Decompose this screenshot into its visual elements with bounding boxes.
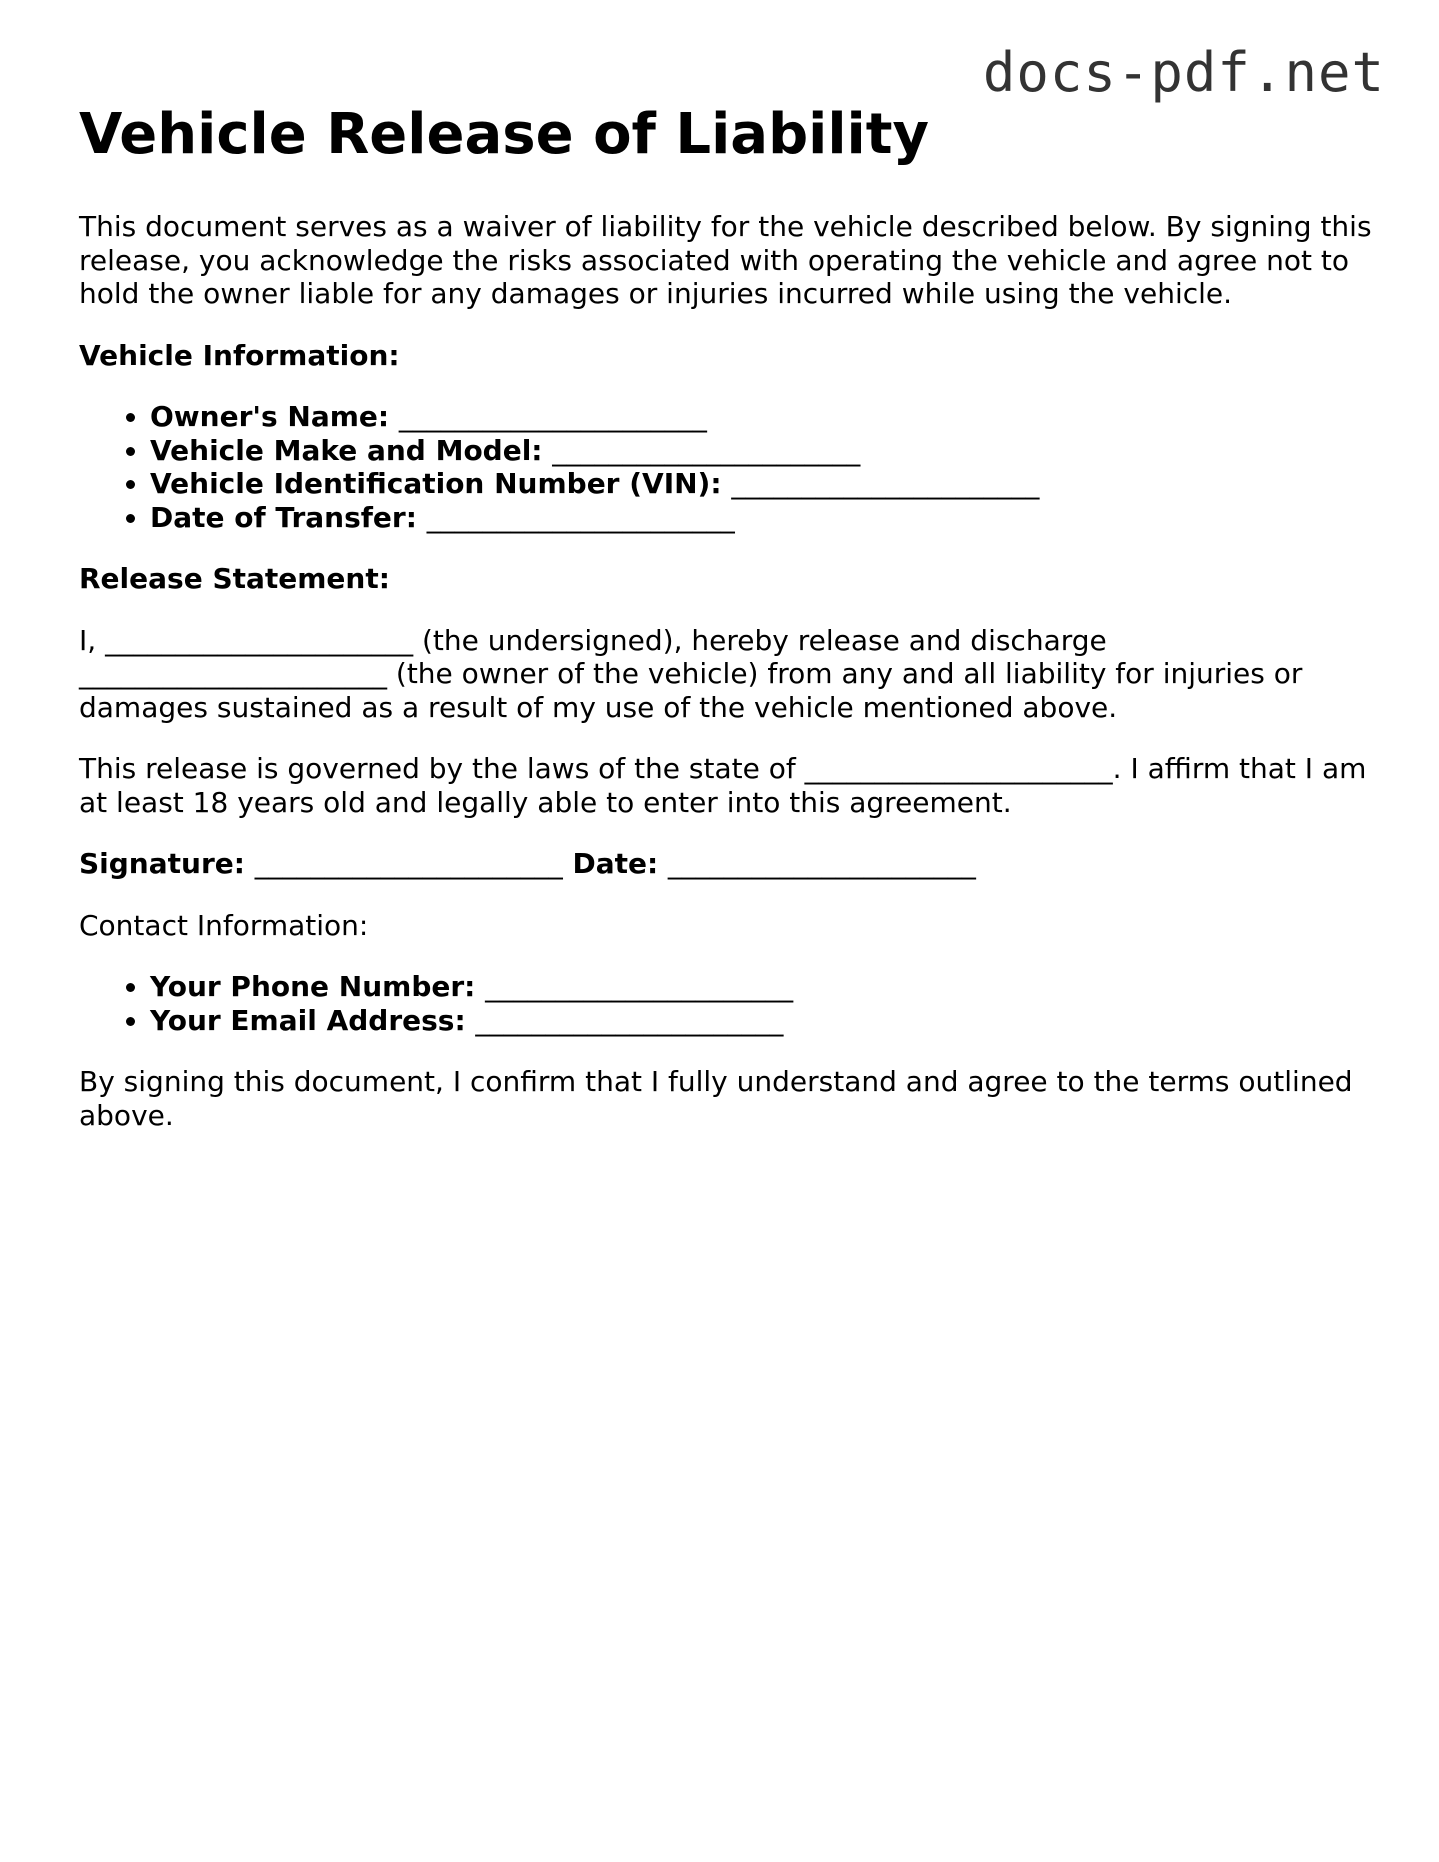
signature-field[interactable]: ______________________ [254,847,563,880]
owner-name-item [150,400,1379,434]
make-model-item [150,434,1379,468]
document-title: Vehicle Release of Liability [79,102,930,167]
release-prefix: I, [79,623,97,657]
release-suffix: (the owner of the vehicle) from any and all liability for injuries or damages sustained as a result of my use of the vehicle mentioned above. [79,657,1303,724]
phone-number-item [150,970,1379,1004]
document-page [79,100,1379,1160]
date-of-transfer-field[interactable]: ______________________ [426,500,735,534]
phone-number-label: Your Phone Number: [150,970,476,1003]
make-model-label: Vehicle Make and Model: [150,433,543,467]
vin-item [150,467,1379,501]
owner-name-label: Owner's Name: [150,400,390,433]
owner-name-field[interactable]: ______________________ [398,400,707,433]
governing-law-suffix: . I affirm that I am at least 18 years old and legally able to enter into this agreement. [79,752,1367,819]
release-statement-paragraph [79,624,1379,725]
email-address-item [150,1004,1379,1038]
email-address-label: Your Email Address: [150,1003,466,1037]
vehicle-information-list [79,400,1379,534]
vin-field[interactable]: ______________________ [731,467,1040,500]
date-of-transfer-label: Date of Transfer: [150,500,417,534]
date-of-transfer-item [150,501,1379,535]
governing-law-paragraph [79,752,1379,819]
vehicle-information-heading: Vehicle Information: [79,338,400,372]
watermark-text: docs-pdf.net [982,41,1385,104]
contact-information-heading: Contact Information: [79,908,369,942]
release-statement-heading: Release Statement: [79,562,390,595]
vin-label: Vehicle Identification Number (VIN): [150,467,722,500]
intro-paragraph: This document serves as a waiver of liability for the vehicle described below. By signing this release, you acknowledge the risks associated with operating the vehicle and agree not to hold the owner liable for any damages or injuries incurred while using the vehicle. [79,210,1372,310]
signature-line [79,847,1379,881]
phone-number-field[interactable]: ______________________ [485,970,794,1003]
closing-paragraph: By signing this document, I confirm that I fully understand and agree to the terms outlined above. [79,1065,1353,1132]
governing-law-prefix: This release is governed by the laws of the state of [79,752,796,785]
email-address-field[interactable]: ______________________ [475,1003,784,1037]
owner-discharge-field[interactable]: ______________________ [79,657,387,690]
signature-label: Signature: [79,847,245,880]
undersigned-name-field[interactable]: ______________________ [105,623,414,657]
make-model-field[interactable]: ______________________ [552,433,861,467]
date-field[interactable]: ______________________ [667,847,976,880]
state-field[interactable]: ______________________ [804,752,1113,785]
date-label: Date: [572,847,659,880]
release-middle: (the undersigned), hereby release and discharge [421,623,1107,657]
contact-information-list [79,970,1379,1037]
